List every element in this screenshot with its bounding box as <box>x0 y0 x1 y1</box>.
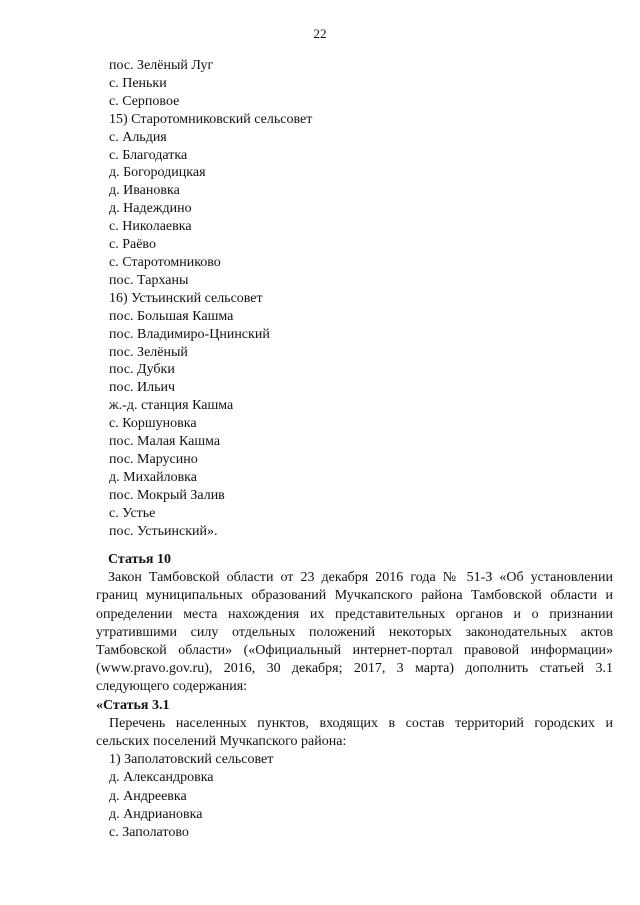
list-item: д. Надеждино <box>109 201 192 217</box>
list-item: с. Николаевка <box>109 219 192 235</box>
list-item: д. Ивановка <box>109 183 180 199</box>
list-item: пос. Владимиро-Цнинский <box>109 326 270 342</box>
article-subtitle: «Статья 3.1 <box>96 697 170 713</box>
article-settlement-list <box>96 751 613 842</box>
list-item: пос. Ильич <box>109 380 176 396</box>
list-item: 15) Старотомниковский сельсовет <box>109 111 313 127</box>
list-item: с. Заполатово <box>109 825 189 841</box>
article-section <box>96 551 613 842</box>
list-item: пос. Зелёный Луг <box>109 58 214 73</box>
list-item: с. Серповое <box>109 93 180 109</box>
list-item: 1) Заполатовский сельсовет <box>109 752 274 768</box>
list-item: д. Александровка <box>109 770 214 786</box>
list-item: пос. Марусино <box>109 451 198 467</box>
list-item: д. Андриановка <box>109 806 203 822</box>
list-item: с. Устье <box>109 505 156 521</box>
list-item: с. Благодатка <box>109 147 188 163</box>
list-item: ж.-д. станция Кашма <box>109 398 234 414</box>
list-item: д. Богородицкая <box>109 165 206 181</box>
article-title: Статья 10 <box>108 552 171 567</box>
list-item: с. Коршуновка <box>109 416 197 432</box>
list-item: пос. Устьинский». <box>109 523 218 539</box>
list-item: д. Михайловка <box>109 469 197 485</box>
list-item: пос. Мокрый Залив <box>109 487 225 503</box>
article-paragraph-2: Перечень населенных пунктов, входящих в состав территорий городских и сельских поселений Мучкапского района: <box>96 715 613 750</box>
list-item: с. Пеньки <box>109 75 167 91</box>
list-item: пос. Большая Кашма <box>109 308 234 324</box>
article-paragraph: Закон Тамбовской области от 23 декабря 2016 года № 51-З «Об установлении границ муниципальных образований Мучкапского района Тамбовской области и определении места нахождения их представительных органов и о признании утратившими силу отдельных положений некоторых законодательных актов Тамбовской области» («Официальный интернет-портал правовой информации» (www.pravo.gov.ru), 2016, 30 декабря; 2017, 3 марта) дополнить статьей 3.1 следующего содержания: <box>96 570 613 695</box>
settlement-list <box>109 57 312 540</box>
list-item: пос. Малая Кашма <box>109 434 221 450</box>
list-item: с. Альдия <box>109 129 167 145</box>
list-item: пос. Зелёный <box>109 344 188 360</box>
list-item: с. Раёво <box>109 237 156 253</box>
page-number: 22 <box>313 26 327 41</box>
list-item: пос. Дубки <box>109 362 175 378</box>
list-item: с. Старотомниково <box>109 254 221 270</box>
list-item: пос. Тарханы <box>109 272 189 288</box>
list-item: 16) Устьинский сельсовет <box>109 290 263 306</box>
list-item: д. Андреевка <box>109 788 187 804</box>
